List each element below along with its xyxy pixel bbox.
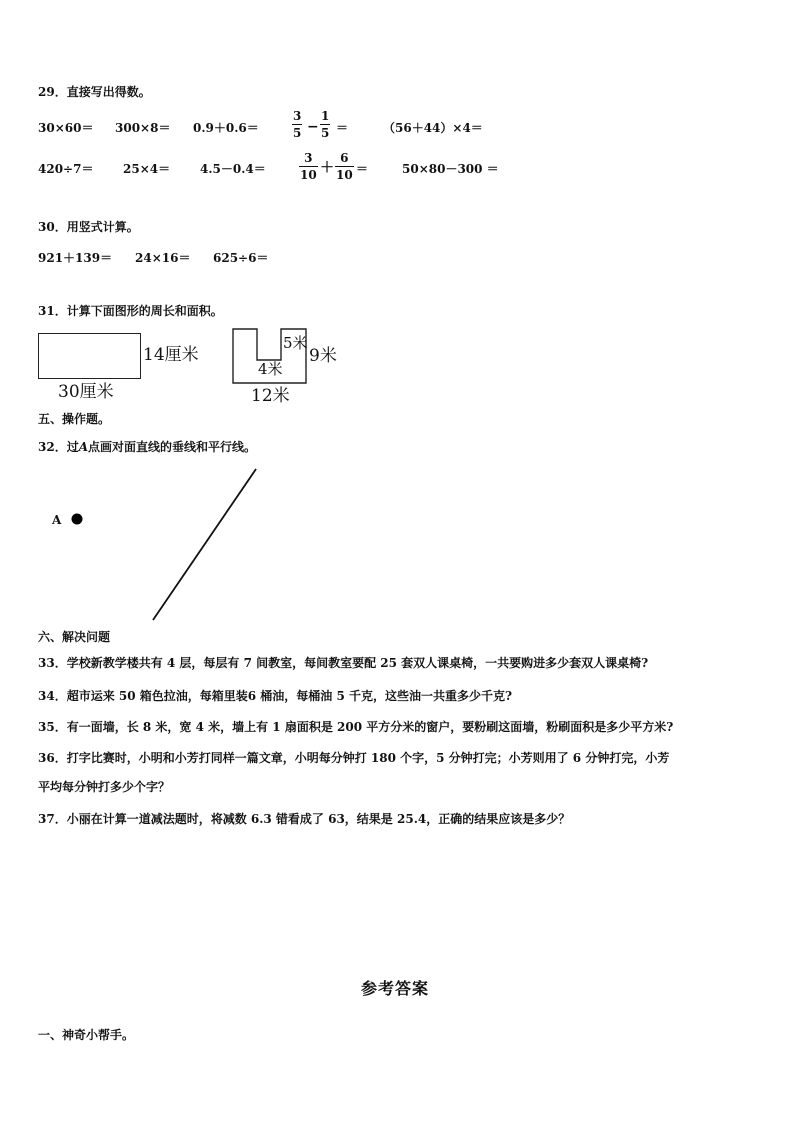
plus-operator: ＋ [320, 160, 334, 176]
q29-item: 300×8＝ [115, 121, 171, 135]
denominator: 5 [321, 126, 330, 140]
q32-variable: A [78, 440, 89, 454]
q35-text: 35．有一面墙，长 8 米，宽 4 米，墙上有 1 扇面积是 200 平方分米的窗户，要粉刷这面墙，粉刷面积是多少平方米? [38, 720, 674, 734]
q32-text [38, 441, 256, 453]
section5-title: 五、操作题。 [38, 412, 111, 426]
perpendicular-target-line [153, 469, 256, 620]
q29-item: 25×4＝ [123, 162, 171, 176]
q30-title: 30．用竖式计算。 [38, 220, 139, 234]
answers-section1-title: 一、神奇小帮手。 [38, 1028, 135, 1042]
point-a-dot [72, 514, 83, 525]
shape-width-label: 12米 [251, 386, 290, 406]
rect-width-label: 30厘米 [58, 382, 114, 402]
numerator: 3 [304, 151, 313, 165]
point-a-label: A [52, 513, 62, 527]
notch-depth-label: 4米 [258, 360, 283, 378]
q29-title: 29．直接写出得数。 [38, 85, 151, 99]
numerator: 6 [340, 151, 349, 165]
q36-text-continued: 平均每分钟打多少个字？ [38, 780, 171, 794]
q29-item: 50×80－300 ＝ [402, 162, 499, 176]
q29-item: （56＋44）×4＝ [383, 121, 483, 135]
q32-prefix: 32．过 [38, 440, 79, 454]
denominator: 10 [336, 168, 353, 182]
q30-item: 921＋139＝ [38, 251, 113, 265]
q37-text: 37．小丽在计算一道减法题时，将减数 6.3 错看成了 63，结果是 25.4，正确的结果应该是多少？ [38, 812, 571, 826]
section6-title: 六、解决问题 [38, 630, 111, 644]
q31-title: 31．计算下面图形的周长和面积。 [38, 304, 223, 318]
equals-sign: ＝ [336, 121, 349, 135]
q30-item: 24×16＝ [135, 251, 191, 265]
q29-item: 30×60＝ [38, 121, 94, 135]
minus-operator: − [307, 119, 319, 135]
q29-item: 420÷7＝ [38, 162, 94, 176]
rect-height-label: 14厘米 [143, 345, 199, 365]
numerator: 3 [293, 109, 302, 123]
q29-item: 0.9＋0.6＝ [193, 121, 259, 135]
q30-item: 625÷6＝ [213, 251, 269, 265]
notch-width-label: 5米 [283, 334, 308, 352]
denominator: 10 [300, 168, 317, 182]
q34-text: 34．超市运来 50 箱色拉油，每箱里装6 桶油，每桶油 5 千克，这些油一共重多少千克? [38, 689, 513, 703]
numerator: 1 [321, 109, 330, 123]
denominator: 5 [293, 126, 302, 140]
answers-heading: 参考答案 [361, 979, 430, 998]
q29-item: 4.5－0.4＝ [200, 162, 266, 176]
q32-suffix: 点画对面直线的垂线和平行线。 [88, 440, 257, 454]
equals-sign: ＝ [356, 162, 369, 176]
q36-text: 36．打字比赛时，小明和小芳打同样一篇文章，小明每分钟打 180 个字，5 分钟打完；小芳则用了 6 分钟打完，小芳 [38, 751, 670, 765]
shape-height-label: 9米 [309, 346, 337, 366]
q33-text: 33．学校新教学楼共有 4 层，每层有 7 间教室，每间教室要配 25 套双人课桌椅，一共要购进多少套双人课桌椅? [38, 656, 649, 670]
